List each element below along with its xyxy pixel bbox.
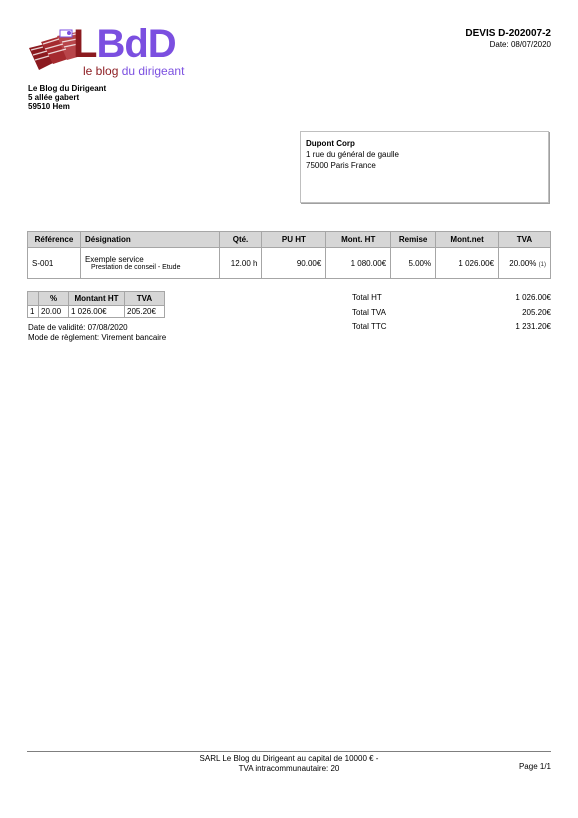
header-remise: Remise — [391, 232, 436, 248]
company-logo — [27, 22, 187, 82]
logo-letters-purple: BdD — [96, 22, 176, 66]
item-description: Prestation de conseil - Etude — [90, 264, 181, 271]
client-name: Dupont Corp — [306, 139, 355, 148]
total-tva-row — [352, 308, 551, 323]
client-city: 75000 Paris France — [306, 161, 376, 170]
vat-cell-percent: 20.00 — [39, 306, 69, 318]
logo-tagline-red: le blog — [83, 64, 122, 78]
footer-legal — [180, 754, 398, 774]
tva-rate: 20.00% — [509, 258, 537, 268]
vat-header-tva: TVA — [125, 292, 165, 306]
total-ht-row — [352, 293, 551, 308]
logo-letters-red: L — [73, 22, 97, 66]
total-ht-value: 1 026.00€ — [515, 293, 551, 302]
header-designation: Désignation — [80, 232, 219, 248]
vat-header-row — [28, 292, 165, 306]
total-ht-label: Total HT — [352, 293, 382, 302]
vat-cell-tva: 205.20€ — [125, 306, 165, 318]
items-table — [27, 231, 551, 279]
validity-date: Date de validité: 07/08/2020 — [28, 323, 128, 332]
total-tva-value: 205.20€ — [522, 307, 551, 317]
client-address: 1 rue du général de gaulle — [306, 150, 399, 159]
totals-block — [352, 293, 551, 337]
cell-designation — [80, 248, 219, 279]
header-tva: TVA — [499, 232, 551, 248]
document-date: Date: 08/07/2020 — [489, 40, 551, 49]
footer-line-1: SARL Le Blog du Dirigeant au capital de 10000 € - — [199, 754, 379, 763]
company-name: Le Blog du Dirigeant — [28, 84, 107, 93]
header-qty: Qté. — [219, 232, 262, 248]
table-row — [28, 248, 551, 279]
item-title: Exemple service — [84, 255, 144, 264]
items-header-row — [28, 232, 551, 248]
logo-tagline-purple: du dirigeant — [121, 64, 185, 78]
cell-pu-ht: 90.00€ — [262, 248, 326, 279]
page-number: Page 1/1 — [518, 762, 551, 771]
total-tva-label: Total TVA — [352, 307, 386, 317]
cell-qty: 12.00 h — [219, 248, 262, 279]
cell-reference: S-001 — [28, 248, 81, 279]
vat-header-montant-ht: Montant HT — [69, 292, 125, 306]
vat-cell-montant-ht: 1 026.00€ — [69, 306, 125, 318]
total-ttc-row — [352, 322, 551, 337]
cell-mont-ht: 1 080.00€ — [326, 248, 391, 279]
cell-remise: 5.00% — [391, 248, 436, 279]
company-info — [28, 84, 106, 111]
table-row — [28, 306, 165, 318]
tva-footnote: (1) — [538, 261, 546, 268]
total-ttc-label: Total TTC — [352, 322, 387, 331]
terms — [28, 323, 166, 343]
cell-mont-net: 1 026.00€ — [436, 248, 499, 279]
header-pu-ht: PU HT — [262, 232, 326, 248]
cell-tva — [499, 248, 551, 279]
header-mont-ht: Mont. HT — [326, 232, 391, 248]
vat-cell-index: 1 — [28, 306, 39, 318]
header-reference: Référence — [28, 232, 81, 248]
footer-line-2: TVA intracommunautaire: 20 — [238, 764, 340, 773]
header-mont-net: Mont.net — [436, 232, 499, 248]
vat-header-index — [28, 292, 39, 306]
client-box — [300, 131, 549, 203]
company-city: 59510 Hem — [28, 102, 70, 111]
vat-table — [27, 291, 165, 318]
total-ttc-value: 1 231.20€ — [515, 322, 551, 331]
document-header — [465, 28, 551, 50]
vat-header-percent: % — [39, 292, 69, 306]
payment-method: Mode de règlement: Virement bancaire — [28, 333, 167, 342]
footer-divider — [27, 751, 551, 752]
document-number: DEVIS D-202007-2 — [465, 28, 551, 39]
company-address: 5 allée gabert — [28, 93, 80, 102]
